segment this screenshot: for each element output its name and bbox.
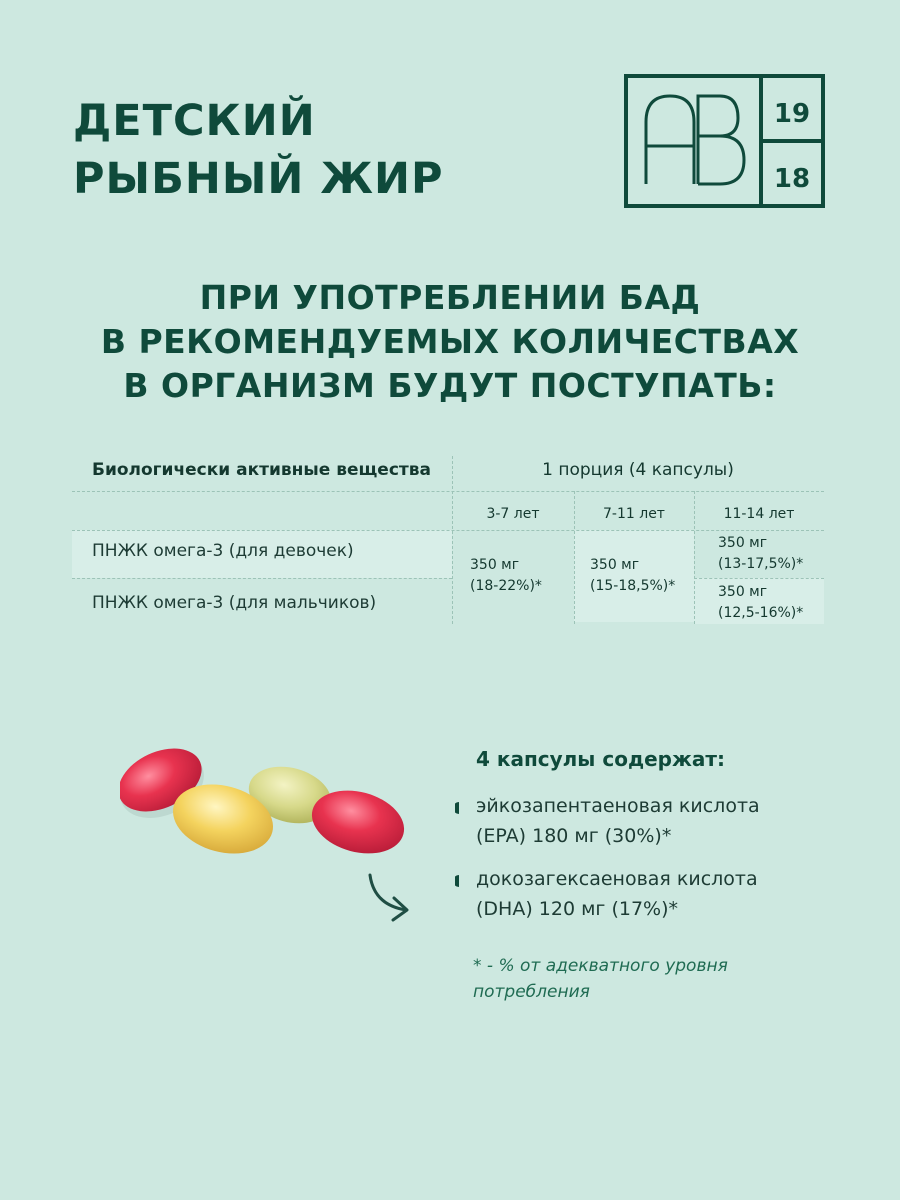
value-3-7-amount: 350 мг: [470, 557, 520, 573]
epa-name: эйкозапентаеновая кислота: [476, 795, 760, 817]
age-col-11-14: 11-14 лет: [723, 506, 795, 522]
divider: [452, 456, 453, 624]
value-7-11-percent: (15-18,5%)*: [590, 578, 676, 594]
footnote-line2: потребления: [473, 982, 590, 1002]
value-3-7: [470, 555, 542, 597]
value-boys-11-14-percent: (12,5-16%)*: [718, 605, 804, 621]
product-title-line2: РЫБНЫЙ ЖИР: [73, 154, 444, 204]
value-7-11-amount: 350 мг: [590, 557, 640, 573]
dha-amount: (DHA) 120 мг (17%)*: [476, 898, 678, 920]
footnote-line1: * - % от адекватного уровня: [473, 956, 728, 976]
product-title: [73, 92, 443, 208]
headline-line3: В ОРГАНИЗМ БУДУТ ПОСТУПАТЬ:: [123, 366, 777, 405]
table-header-substances: Биологически активные вещества: [92, 460, 431, 480]
product-title-line1: ДЕТСКИЙ: [73, 96, 316, 146]
headline-line2: В РЕКОМЕНДУЕМЫХ КОЛИЧЕСТВАХ: [100, 322, 800, 361]
value-girls-11-14-percent: (13-17,5%)*: [718, 556, 804, 572]
value-boys-11-14-amount: 350 мг: [718, 584, 768, 600]
contains-title: 4 капсулы содержат:: [476, 747, 725, 771]
headline: [0, 276, 900, 408]
value-boys-11-14: [718, 582, 803, 624]
footnote: [473, 953, 803, 1005]
capsules-image: [120, 740, 420, 930]
half-circle-bullet-icon: [455, 802, 465, 814]
brand-logo: [624, 74, 825, 208]
table-header-portion: 1 порция (4 капсулы): [542, 460, 734, 480]
value-girls-11-14: [718, 533, 803, 575]
row-label-girls: ПНЖК омега-3 (для девочек): [92, 541, 354, 561]
age-col-7-11: 7-11 лет: [603, 506, 665, 522]
row-label-boys: ПНЖК омега-3 (для мальчиков): [92, 593, 377, 613]
nutrition-table: [72, 448, 824, 624]
value-3-7-percent: (18-22%)*: [470, 578, 542, 594]
value-girls-11-14-amount: 350 мг: [718, 535, 768, 551]
half-circle-bullet-icon: [455, 875, 465, 887]
epa-amount: (EPA) 180 мг (30%)*: [476, 825, 672, 847]
divider: [694, 578, 824, 579]
age-col-3-7: 3-7 лет: [486, 506, 540, 522]
list-item: [455, 864, 836, 924]
headline-line1: ПРИ УПОТРЕБЛЕНИИ БАД: [199, 278, 701, 317]
divider: [72, 578, 452, 579]
divider: [72, 491, 824, 492]
value-7-11: [590, 555, 675, 597]
divider: [72, 530, 824, 531]
logo-year-bottom: 18: [773, 164, 811, 194]
dha-name: докозагексаеновая кислота: [476, 868, 758, 890]
logo-year-top: 19: [773, 99, 811, 129]
list-item: [455, 791, 836, 851]
